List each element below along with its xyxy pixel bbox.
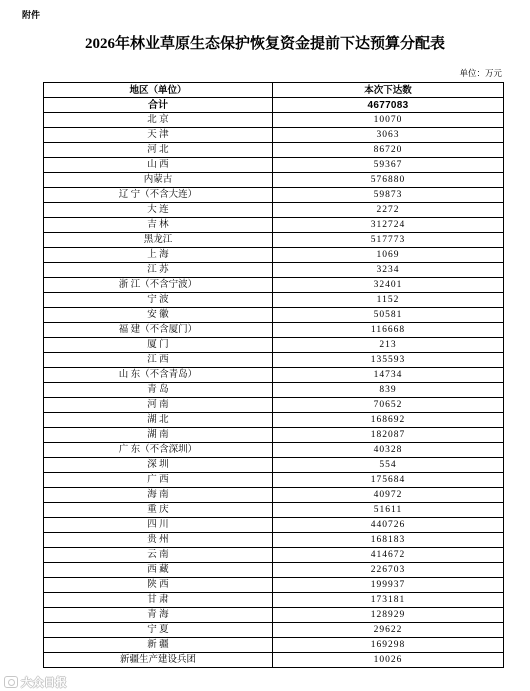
region-cell: 青 岛 (44, 383, 273, 398)
amount-cell: 70652 (273, 398, 504, 413)
table-row (44, 158, 504, 173)
table-row (44, 128, 504, 143)
watermark-text: 大众日报 (21, 677, 67, 689)
table-row (44, 203, 504, 218)
region-cell: 重 庆 (44, 503, 273, 518)
amount-cell: 168183 (273, 533, 504, 548)
region-cell: 山 西 (44, 158, 273, 173)
header-region: 地区（单位） (44, 83, 273, 98)
region-cell: 云 南 (44, 548, 273, 563)
table-row (44, 323, 504, 338)
table-row (44, 383, 504, 398)
amount-cell: 440726 (273, 518, 504, 533)
amount-cell: 10070 (273, 113, 504, 128)
amount-cell: 40328 (273, 443, 504, 458)
table-row (44, 518, 504, 533)
total-label: 合计 (44, 98, 273, 113)
region-cell: 黑龙江 (44, 233, 273, 248)
table-row (44, 578, 504, 593)
amount-cell: 59367 (273, 158, 504, 173)
table-row (44, 653, 504, 668)
amount-cell: 414672 (273, 548, 504, 563)
table-header-row (44, 83, 504, 98)
region-cell: 河 南 (44, 398, 273, 413)
table-row (44, 503, 504, 518)
region-cell: 深 圳 (44, 458, 273, 473)
unit-label: 单位：万元 (459, 68, 502, 78)
allocation-table (43, 82, 504, 668)
region-cell: 北 京 (44, 113, 273, 128)
region-cell: 陕 西 (44, 578, 273, 593)
region-cell: 大 连 (44, 203, 273, 218)
region-cell: 四 川 (44, 518, 273, 533)
amount-cell: 168692 (273, 413, 504, 428)
table-row (44, 233, 504, 248)
table-row (44, 353, 504, 368)
amount-cell: 135593 (273, 353, 504, 368)
amount-cell: 517773 (273, 233, 504, 248)
amount-cell: 839 (273, 383, 504, 398)
table-row (44, 278, 504, 293)
region-cell: 甘 肃 (44, 593, 273, 608)
table-row (44, 548, 504, 563)
region-cell: 湖 南 (44, 428, 273, 443)
total-row (44, 98, 504, 113)
table-body (44, 98, 504, 668)
table-row (44, 173, 504, 188)
region-cell: 湖 北 (44, 413, 273, 428)
amount-cell: 86720 (273, 143, 504, 158)
region-cell: 广 东（不含深圳） (44, 443, 273, 458)
region-cell: 山 东（不含青岛） (44, 368, 273, 383)
region-cell: 内蒙古 (44, 173, 273, 188)
amount-cell: 213 (273, 338, 504, 353)
table-row (44, 563, 504, 578)
table-row (44, 143, 504, 158)
region-cell: 吉 林 (44, 218, 273, 233)
amount-cell: 312724 (273, 218, 504, 233)
amount-cell: 554 (273, 458, 504, 473)
amount-cell: 50581 (273, 308, 504, 323)
amount-cell: 1069 (273, 248, 504, 263)
table-row (44, 443, 504, 458)
region-cell: 青 海 (44, 608, 273, 623)
header-amount: 本次下达数 (273, 83, 504, 98)
region-cell: 新 疆 (44, 638, 273, 653)
amount-cell: 51611 (273, 503, 504, 518)
amount-cell: 116668 (273, 323, 504, 338)
amount-cell: 29622 (273, 623, 504, 638)
table-row (44, 533, 504, 548)
amount-cell: 14734 (273, 368, 504, 383)
region-cell: 辽 宁（不含大连） (44, 188, 273, 203)
table-row (44, 593, 504, 608)
region-cell: 安 徽 (44, 308, 273, 323)
region-cell: 宁 夏 (44, 623, 273, 638)
amount-cell: 1152 (273, 293, 504, 308)
region-cell: 海 南 (44, 488, 273, 503)
region-cell: 新疆生产建设兵团 (44, 653, 273, 668)
region-cell: 江 苏 (44, 263, 273, 278)
table-row (44, 608, 504, 623)
amount-cell: 3063 (273, 128, 504, 143)
table-row (44, 428, 504, 443)
table-row (44, 458, 504, 473)
watermark (4, 674, 67, 690)
amount-cell: 32401 (273, 278, 504, 293)
amount-cell: 3234 (273, 263, 504, 278)
table-row (44, 293, 504, 308)
region-cell: 宁 波 (44, 293, 273, 308)
amount-cell: 10026 (273, 653, 504, 668)
table-row (44, 188, 504, 203)
table-row (44, 338, 504, 353)
region-cell: 福 建（不含厦门） (44, 323, 273, 338)
table-row (44, 413, 504, 428)
region-cell: 西 藏 (44, 563, 273, 578)
table-row (44, 623, 504, 638)
table-row (44, 308, 504, 323)
amount-cell: 169298 (273, 638, 504, 653)
table-row (44, 113, 504, 128)
region-cell: 广 西 (44, 473, 273, 488)
table-row (44, 368, 504, 383)
amount-cell: 226703 (273, 563, 504, 578)
amount-cell: 182087 (273, 428, 504, 443)
region-cell: 天 津 (44, 128, 273, 143)
table-row (44, 638, 504, 653)
table-row (44, 398, 504, 413)
amount-cell: 576880 (273, 173, 504, 188)
region-cell: 贵 州 (44, 533, 273, 548)
region-cell: 河 北 (44, 143, 273, 158)
newspaper-logo-icon (4, 676, 18, 688)
amount-cell: 199937 (273, 578, 504, 593)
table-row (44, 488, 504, 503)
total-amount: 4677083 (273, 98, 504, 113)
table-row (44, 473, 504, 488)
table-row (44, 248, 504, 263)
attachment-label: 附件 (22, 10, 41, 20)
amount-cell: 40972 (273, 488, 504, 503)
amount-cell: 175684 (273, 473, 504, 488)
document-title: 2026年林业草原生态保护恢复资金提前下达预算分配表 (84, 36, 445, 52)
table-row (44, 263, 504, 278)
region-cell: 厦 门 (44, 338, 273, 353)
table-row (44, 218, 504, 233)
amount-cell: 173181 (273, 593, 504, 608)
region-cell: 江 西 (44, 353, 273, 368)
amount-cell: 128929 (273, 608, 504, 623)
region-cell: 上 海 (44, 248, 273, 263)
region-cell: 浙 江（不含宁波） (44, 278, 273, 293)
amount-cell: 59873 (273, 188, 504, 203)
amount-cell: 2272 (273, 203, 504, 218)
